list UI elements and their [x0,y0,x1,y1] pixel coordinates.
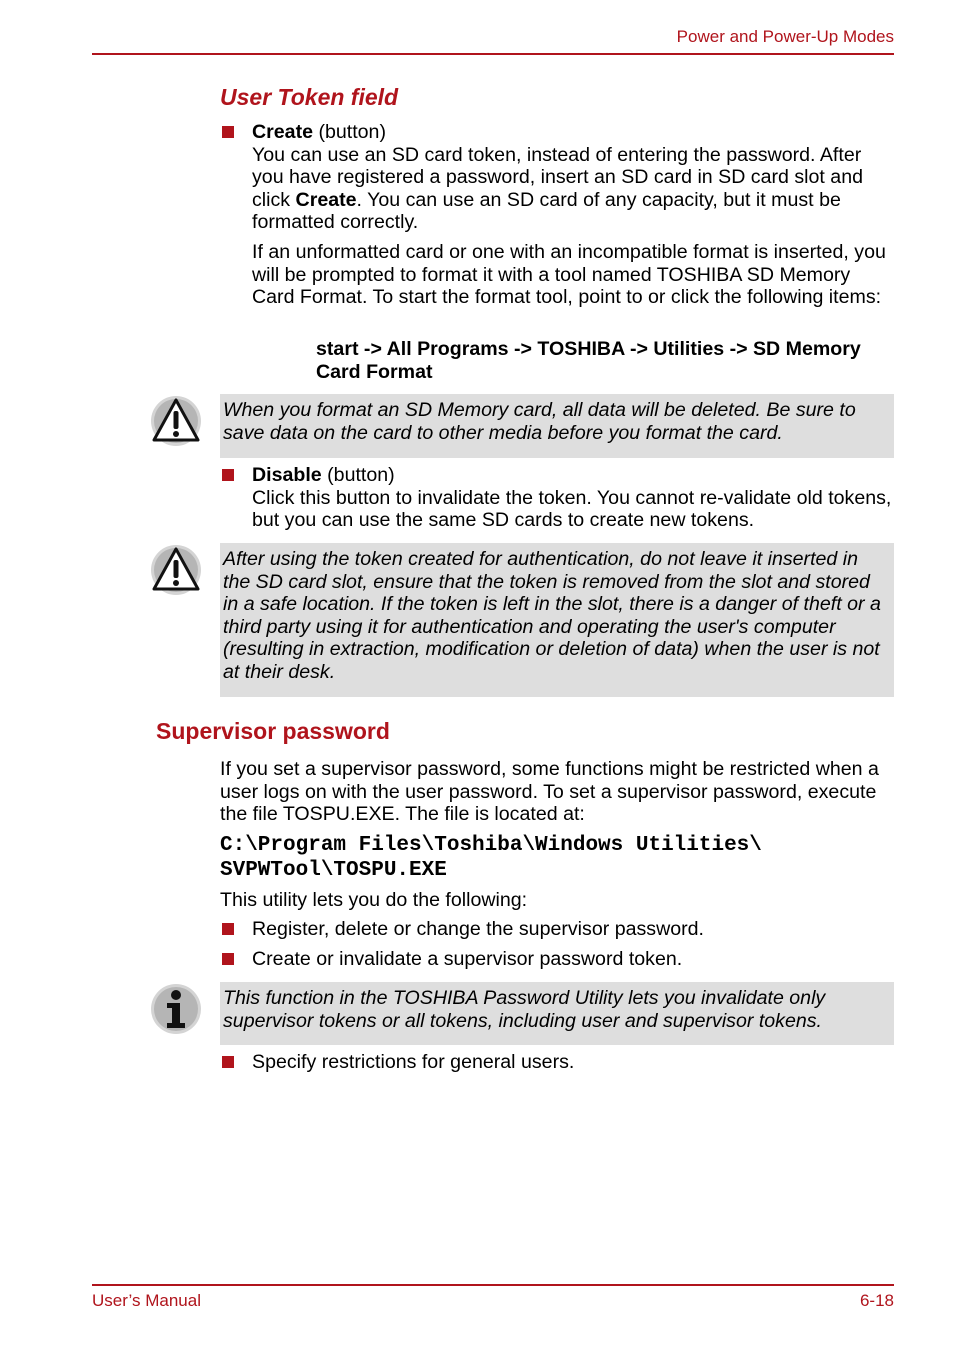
tospu-path-line1: C:\Program Files\Toshiba\Windows Utilities\ [220,834,762,857]
caution-note-1: When you format an SD Memory card, all data will be deleted. Be sure to save data on the card to other media before you format the card. [220,394,894,458]
page-number: 6-18 [859,1291,894,1310]
caution-icon [150,544,202,596]
create-label: Create [252,121,313,143]
caution-note-2: After using the token created for authentication, do not leave it inserted in the SD card slot, ensure that the token is removed from the slot and stored in a safe location. If the token is left in the slot, there is a danger of theft or a third party using it for authentication and operating the user's computer (resulting in extraction, modification or deletion of data) when the user is not at their desk. [220,543,894,697]
caution-icon [150,395,202,447]
disable-suffix: (button) [321,464,395,486]
info-icon [150,983,202,1035]
info-note: This function in the TOSHIBA Password Utility lets you invalidate only supervisor tokens or all tokens, including user and supervisor tokens. [220,982,894,1045]
disable-item [252,464,892,532]
supervisor-heading: Supervisor password [156,718,390,744]
disable-label: Disable [252,464,322,486]
sd-format-path-line1: start -> All Programs -> TOSHIBA -> Utilities -> SD Memory [316,338,861,360]
tospu-path-line2: SVPWTool\TOSPU.EXE [220,859,447,882]
create-suffix: (button) [313,121,386,143]
create-item [252,121,892,309]
user-token-heading: User Token field [220,84,399,110]
header-rule [92,53,894,55]
create-text-bold: Create [295,188,357,211]
footer-rule [92,1284,894,1286]
utility-lets: This utility lets you do the following: [220,889,528,911]
disable-text: Click this button to invalidate the token. You cannot re-validate old tokens, but you can use the same SD cards to create new tokens. [252,486,892,532]
bullet-icon [222,126,234,138]
bullet-icon [222,953,234,965]
bullet-icon [222,1056,234,1068]
bullet-icon [222,923,234,935]
tospu-path [220,833,762,883]
header-title: Power and Power-Up Modes [676,27,894,46]
supervisor-intro: If you set a supervisor password, some functions might be restricted when a user logs on with the user password. To set a supervisor password, execute the file TOSPU.EXE. The file is located at: [220,758,879,826]
list-item: Create or invalidate a supervisor password token. [252,948,683,970]
sd-format-path [316,338,896,383]
list-item: Register, delete or change the supervisor password. [252,918,704,940]
bullet-icon [222,469,234,481]
create-text-a: You can use an SD card token, instead of entering the password. After you have registered a password, insert an SD card in SD card slot and click [252,143,863,211]
list-item: Specify restrictions for general users. [252,1051,575,1073]
footer-manual-label: User’s Manual [92,1291,201,1310]
create-text-b: . You can use an SD card of any capacity, but it must be formatted correctly. [252,188,841,234]
sd-format-path-line2: Card Format [316,360,433,383]
create-text-p2: If an unformatted card or one with an incompatible format is inserted, you will be prompted to format it with a tool named TOSHIBA SD Memory Card Format. To start the format tool, point to or click the following items: [252,240,886,309]
